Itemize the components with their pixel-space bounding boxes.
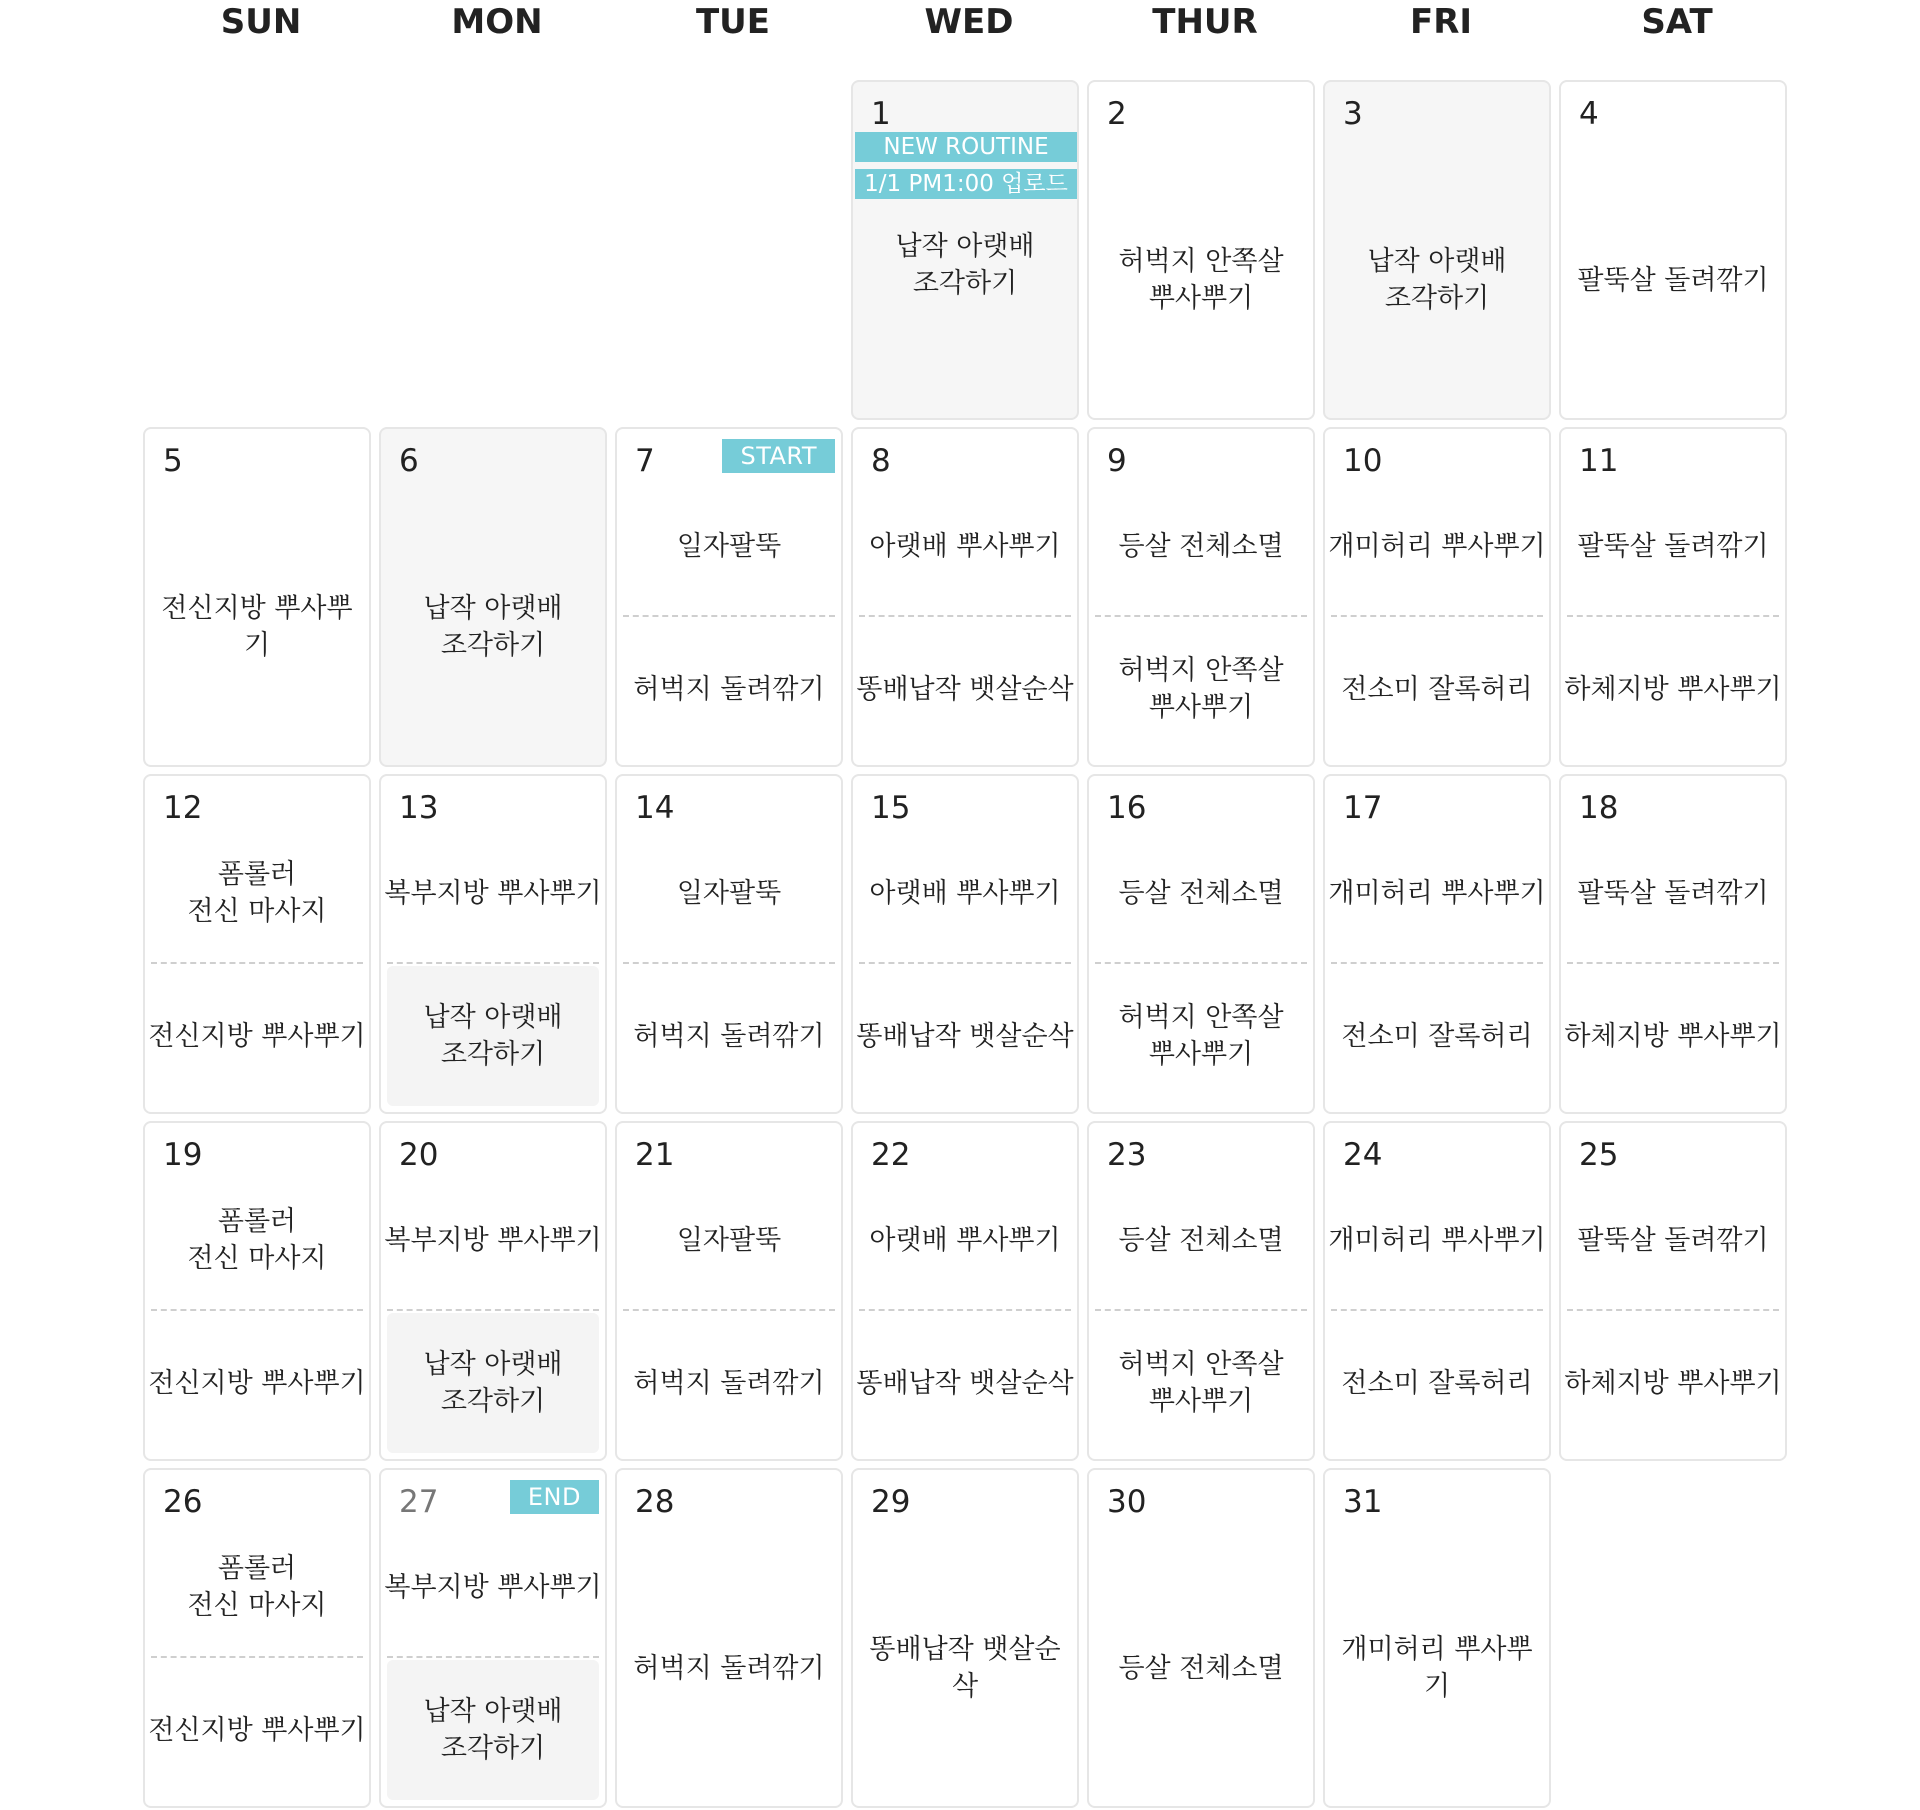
workout-title-primary[interactable]: 폼롤러 전신 마사지 [187,859,327,927]
day-cell[interactable] [851,774,1079,1114]
day-cell[interactable] [1323,774,1551,1114]
day-cell[interactable] [143,774,371,1114]
workout-title-primary[interactable]: 팔뚝살 돌려깎기 [1577,1224,1769,1256]
day-cell[interactable] [1087,1121,1315,1461]
workout-title[interactable]: 개미허리 뿌사뿌기 [1341,1634,1533,1702]
upload-time-banner: 1/1 PM1:00 업로드 [855,169,1077,199]
workout-title-secondary[interactable]: 허벅지 돌려깎기 [633,673,825,705]
day-number: 18 [1579,790,1619,826]
day-number: 17 [1343,790,1383,826]
day-cell[interactable] [1323,427,1551,767]
workout-title-primary[interactable]: 개미허리 뿌사뿌기 [1328,1224,1546,1256]
day-number: 3 [1343,96,1363,132]
day-number: 4 [1579,96,1599,132]
day-number: 1 [871,96,891,132]
workout-title[interactable]: 등살 전체소멸 [1118,1652,1284,1684]
day-number: 28 [635,1484,675,1520]
day-number: 2 [1107,96,1127,132]
divider [1095,615,1307,617]
workout-title-primary[interactable]: 일자팔뚝 [676,1224,782,1256]
day-cell[interactable] [851,80,1079,420]
weekday-thur: THUR [1152,2,1258,42]
day-number: 27 [399,1484,439,1520]
workout-title-secondary[interactable]: 하체지방 뿌사뿌기 [1564,1020,1782,1052]
divider [623,1309,835,1311]
workout-title-secondary[interactable]: 허벅지 돌려깎기 [633,1367,825,1399]
day-number: 30 [1107,1484,1147,1520]
day-cell[interactable] [615,1468,843,1808]
day-number: 5 [163,443,183,479]
day-number: 25 [1579,1137,1619,1173]
workout-title-secondary[interactable]: 허벅지 안쪽살 뿌사뿌기 [1118,1002,1284,1070]
day-cell[interactable] [379,1468,607,1808]
workout-title-primary[interactable]: 팔뚝살 돌려깎기 [1577,530,1769,562]
divider [387,1309,599,1311]
day-cell[interactable] [143,427,371,767]
divider [1331,615,1543,617]
day-cell[interactable] [1087,427,1315,767]
divider [1567,962,1779,964]
routine-start-badge: START [722,439,835,473]
workout-title-primary[interactable]: 폼롤러 전신 마사지 [187,1553,327,1621]
day-cell[interactable] [1323,80,1551,420]
workout-title-secondary[interactable]: 전신지방 뿌사뿌기 [148,1714,366,1746]
day-cell[interactable] [1559,80,1787,420]
day-cell[interactable] [615,1121,843,1461]
day-number: 7 [635,443,655,479]
divider [1567,1309,1779,1311]
workout-title-primary[interactable]: 복부지방 뿌사뿌기 [384,1224,602,1256]
workout-title-primary[interactable]: 등살 전체소멸 [1118,877,1284,909]
workout-title-secondary[interactable]: 똥배납작 뱃살순삭 [856,1020,1074,1052]
workout-title[interactable]: 허벅지 안쪽살 뿌사뿌기 [1118,246,1284,314]
day-cell[interactable] [379,774,607,1114]
day-cell[interactable] [379,427,607,767]
workout-title-secondary[interactable]: 허벅지 안쪽살 뿌사뿌기 [1118,655,1284,723]
day-number: 10 [1343,443,1383,479]
day-number: 8 [871,443,891,479]
day-number: 20 [399,1137,439,1173]
workout-title-secondary[interactable]: 허벅지 돌려깎기 [633,1020,825,1052]
workout-title-primary[interactable]: 개미허리 뿌사뿌기 [1328,877,1546,909]
workout-title-primary[interactable]: 개미허리 뿌사뿌기 [1328,530,1546,562]
divider [1331,1309,1543,1311]
divider [859,1309,1071,1311]
day-cell[interactable] [1087,774,1315,1114]
day-number: 31 [1343,1484,1383,1520]
day-cell[interactable] [379,1121,607,1461]
workout-title-primary[interactable]: 일자팔뚝 [676,530,782,562]
workout-title-primary[interactable]: 아랫배 뿌사뿌기 [869,877,1061,909]
workout-title-secondary[interactable]: 하체지방 뿌사뿌기 [1564,1367,1782,1399]
day-number: 14 [635,790,675,826]
new-routine-banner: NEW ROUTINE [855,132,1077,162]
divider [859,615,1071,617]
weekday-tue: TUE [695,2,771,42]
day-cell[interactable] [615,774,843,1114]
day-number: 26 [163,1484,203,1520]
day-cell[interactable] [1559,774,1787,1114]
workout-title-primary[interactable]: 등살 전체소멸 [1118,1224,1284,1256]
day-number: 29 [871,1484,911,1520]
workout-title-primary[interactable]: 폼롤러 전신 마사지 [187,1206,327,1274]
divider [623,615,835,617]
day-number: 6 [399,443,419,479]
day-number: 22 [871,1137,911,1173]
workout-title-secondary[interactable]: 똥배납작 뱃살순삭 [856,673,1074,705]
day-cell[interactable] [1559,427,1787,767]
workout-title-secondary[interactable]: 허벅지 안쪽살 뿌사뿌기 [1118,1349,1284,1417]
day-cell[interactable] [615,427,843,767]
workout-title[interactable]: 허벅지 돌려깎기 [633,1652,825,1684]
day-number: 13 [399,790,439,826]
day-cell[interactable] [1323,1121,1551,1461]
day-number: 11 [1579,443,1619,479]
day-cell[interactable] [851,427,1079,767]
workout-title[interactable]: 팔뚝살 돌려깎기 [1577,264,1769,296]
day-cell[interactable] [1087,80,1315,420]
workout-title-secondary[interactable]: 납작 아랫배 조각하기 [387,1313,599,1453]
workout-title-secondary[interactable]: 납작 아랫배 조각하기 [387,1660,599,1800]
divider [1095,962,1307,964]
weekday-sat: SAT [1641,2,1713,42]
divider [859,962,1071,964]
workout-title-secondary[interactable]: 납작 아랫배 조각하기 [387,966,599,1106]
day-number: 24 [1343,1137,1383,1173]
divider [623,962,835,964]
divider [151,1309,363,1311]
day-cell[interactable] [1323,1468,1551,1808]
day-number: 23 [1107,1137,1147,1173]
day-number: 12 [163,790,203,826]
day-cell[interactable] [1559,1121,1787,1461]
workout-title-secondary[interactable]: 전신지방 뿌사뿌기 [148,1367,366,1399]
workout-title[interactable]: 납작 아랫배 조각하기 [423,593,563,661]
day-number: 9 [1107,443,1127,479]
workout-title-primary[interactable]: 복부지방 뿌사뿌기 [384,877,602,909]
day-number: 16 [1107,790,1147,826]
workout-title-secondary[interactable]: 전소미 잘록허리 [1341,1367,1533,1399]
day-number: 21 [635,1137,675,1173]
workout-title-secondary[interactable]: 전소미 잘록허리 [1341,673,1533,705]
workout-title-secondary[interactable]: 전소미 잘록허리 [1341,1020,1533,1052]
workout-title[interactable]: 납작 아랫배 조각하기 [895,231,1035,299]
workout-title-secondary[interactable]: 하체지방 뿌사뿌기 [1564,673,1782,705]
divider [1331,962,1543,964]
workout-title-secondary[interactable]: 똥배납작 뱃살순삭 [856,1367,1074,1399]
weekday-wed: WED [924,2,1014,42]
workout-title-primary[interactable]: 복부지방 뿌사뿌기 [384,1571,602,1603]
day-cell[interactable] [143,1468,371,1808]
day-cell[interactable] [143,1121,371,1461]
workout-title-primary[interactable]: 아랫배 뿌사뿌기 [869,1224,1061,1256]
weekday-mon: MON [451,2,543,42]
day-cell[interactable] [851,1121,1079,1461]
workout-title-primary[interactable]: 아랫배 뿌사뿌기 [869,530,1061,562]
workout-title[interactable]: 똥배납작 뱃살순삭 [869,1634,1061,1702]
workout-title-secondary[interactable]: 전신지방 뿌사뿌기 [148,1020,366,1052]
day-number: 19 [163,1137,203,1173]
weekday-fri: FRI [1409,2,1473,42]
divider [151,962,363,964]
weekday-sun: SUN [220,2,302,42]
divider [1095,1309,1307,1311]
workout-title[interactable]: 전신지방 뿌사뿌기 [161,593,353,661]
workout-title-primary[interactable]: 등살 전체소멸 [1118,530,1284,562]
workout-title[interactable]: 납작 아랫배 조각하기 [1367,246,1507,314]
divider [387,1656,599,1658]
workout-title-primary[interactable]: 일자팔뚝 [676,877,782,909]
divider [387,962,599,964]
routine-end-badge: END [510,1480,599,1514]
divider [1567,615,1779,617]
day-number: 15 [871,790,911,826]
day-cell[interactable] [851,1468,1079,1808]
divider [151,1656,363,1658]
day-cell[interactable] [1087,1468,1315,1808]
workout-title-primary[interactable]: 팔뚝살 돌려깎기 [1577,877,1769,909]
